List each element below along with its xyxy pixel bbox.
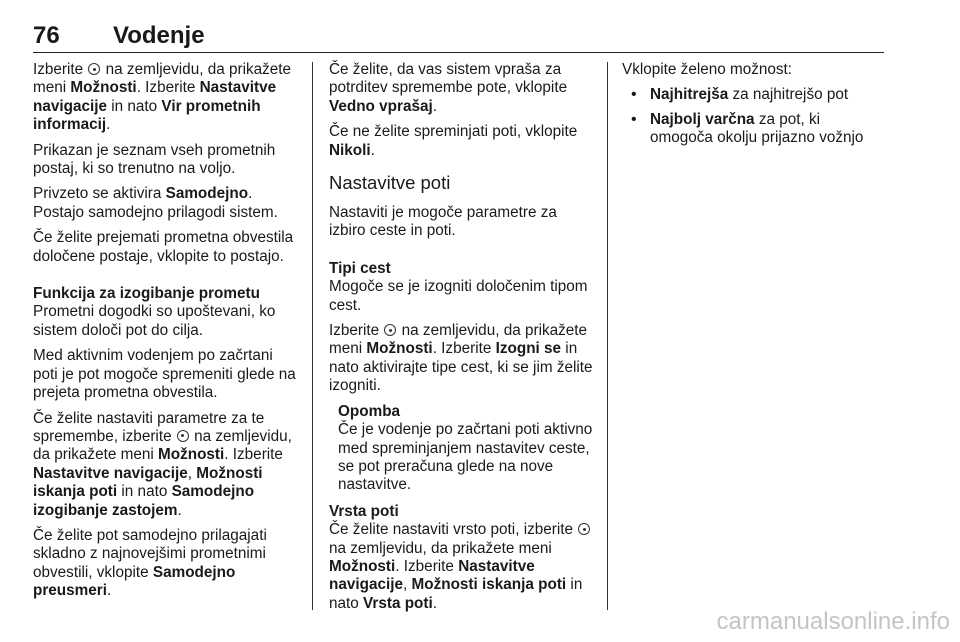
note-box bbox=[338, 403, 597, 495]
section-heading: Funkcija za izogibanje prometu bbox=[33, 285, 260, 303]
note-text: Če je vodenje po začrtani poti aktivno med spreminjanjem nastavitev ceste, se pot preračuna glede na nove nastavitve. bbox=[338, 421, 593, 494]
target-circle-icon bbox=[88, 63, 100, 75]
target-circle-icon bbox=[384, 324, 396, 336]
paragraph: Če želite prejemati prometna obvestila določene postaje, vklopite to postajo. bbox=[33, 229, 294, 265]
paragraph: Prometni dogodki so upoštevani, ko sistem določi pot do cilja. bbox=[33, 303, 276, 339]
target-circle-icon bbox=[578, 523, 590, 535]
column-divider bbox=[607, 62, 608, 610]
chapter-title: Vodenje bbox=[113, 22, 205, 49]
list-item: • Najhitrejša za najhitrejšo pot bbox=[622, 86, 884, 104]
paragraph: Mogoče se je izogniti določenim tipom cest. bbox=[329, 278, 588, 314]
watermark: carmanualsonline.info bbox=[716, 608, 950, 635]
paragraph: Privzeto se aktivira Samodejno. Postajo samodejno prilagodi sistem. bbox=[33, 185, 278, 221]
paragraph: Med aktivnim vodenjem po začrtani poti je pot mogoče spremeniti glede na prejeta prometna obvestila. bbox=[33, 347, 296, 402]
target-circle-icon bbox=[177, 430, 189, 442]
paragraph: Če ne želite spreminjati poti, vklopite Nikoli. bbox=[329, 123, 578, 159]
paragraph: Izberite na zemljevidu, da prikažete meni Možnosti. Izberite Nastavitve navigacije in nato Vir prometnih informacij. bbox=[33, 61, 292, 134]
column-divider bbox=[312, 62, 313, 610]
subheading: Vrsta poti bbox=[329, 502, 399, 520]
column-2 bbox=[329, 61, 597, 620]
paragraph: Če želite, da vas sistem vpraša za potrditev spremembe pote, vklopite Vedno vprašaj. bbox=[329, 61, 568, 115]
column-1 bbox=[33, 61, 299, 608]
page-number: 76 bbox=[33, 22, 60, 49]
section-heading: Nastavitve poti bbox=[329, 172, 451, 194]
paragraph: Če želite nastaviti vrsto poti, izberite na zemljevidu, da prikažete meni Možnosti. Izberite Nastavitve navigacije, Možnosti iskanja poti in nato Vrsta poti. bbox=[329, 521, 597, 613]
paragraph: Nastaviti je mogoče parametre za izbiro ceste in poti. bbox=[329, 204, 557, 240]
note-title: Opomba bbox=[338, 402, 401, 420]
column-3 bbox=[622, 61, 884, 154]
page-header bbox=[33, 22, 884, 53]
list-item: • Najbolj varčna za pot, ki omogoča okolju prijazno vožnjo bbox=[622, 111, 884, 148]
option-list bbox=[622, 86, 884, 147]
paragraph: Vklopite želeno možnost: bbox=[622, 61, 793, 78]
paragraph: Če želite nastaviti parametre za te spremembe, izberite na zemljevidu, da prikažete meni Možnosti. Izberite Nastavitve navigacije, Možnosti iskanja poti in nato Samodejno izogibanje zastojem. bbox=[33, 409, 292, 519]
paragraph: Če želite pot samodejno prilagajati skladno z najnovejšimi prometnimi obvestili, vklopite Samodejno preusmeri. bbox=[33, 526, 267, 600]
paragraph: Izberite na zemljevidu, da prikažete meni Možnosti. Izberite Izogni se in nato aktivirajte tipe cest, ki se jim želite izogniti. bbox=[329, 322, 593, 395]
paragraph: Prikazan je seznam vseh prometnih postaj, ki so trenutno na voljo. bbox=[33, 141, 276, 178]
subheading: Tipi cest bbox=[329, 259, 391, 277]
